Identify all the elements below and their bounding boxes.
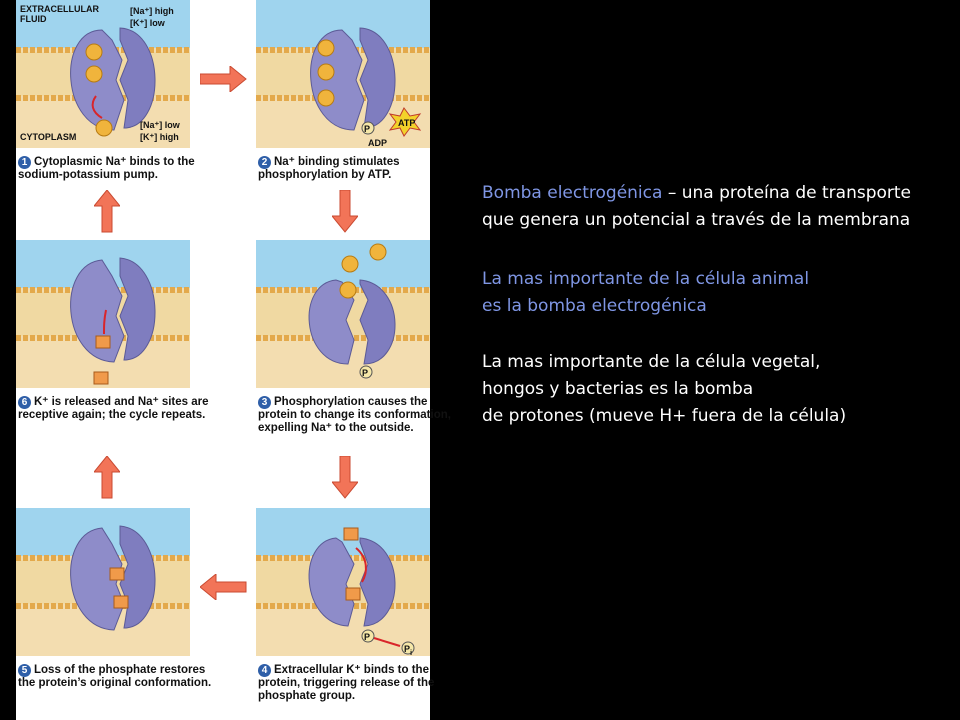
plant-cell-note <box>482 349 942 430</box>
adp-label: ADP <box>368 138 388 148</box>
panel-3-graphic <box>256 240 430 388</box>
panel-5-graphic <box>16 508 190 656</box>
step-6-caption <box>18 396 214 422</box>
panel-step-6 <box>16 240 190 388</box>
na-low-label: [Na⁺] low <box>140 120 180 130</box>
panel-step-1 <box>16 0 190 148</box>
step-1-caption <box>18 156 214 182</box>
plant-cell-line-3: de protones (mueve H+ fuera de la célula) <box>482 406 847 426</box>
electrogenic-pump-term: Bomba electrogénica <box>482 183 663 203</box>
panel-step-5 <box>16 508 190 656</box>
pi-main: P <box>404 644 411 654</box>
extracellular-label: EXTRACELLULAR <box>20 4 99 14</box>
panel-4-graphic <box>256 508 430 656</box>
k-high-label: [K⁺] high <box>140 132 179 142</box>
step-4-number: 4 <box>258 664 271 677</box>
phosphate-p-label-3: P <box>362 368 369 378</box>
panel-step-2 <box>256 0 430 148</box>
arrow-4-to-5 <box>200 574 248 600</box>
step-5-caption <box>18 664 214 690</box>
animal-cell-line-1: La mas importante de la célula animal <box>482 269 810 289</box>
phosphate-p-label-4: P <box>364 632 371 642</box>
arrow-6-to-1 <box>94 190 120 234</box>
step-5-number: 5 <box>18 664 31 677</box>
step-3-caption <box>258 396 454 435</box>
step-6-text: K⁺ is released and Na⁺ sites are receptive again; the cycle repeats. <box>18 396 209 421</box>
animal-cell-line-2: es la bomba electrogénica <box>482 296 707 316</box>
panel-step-3 <box>256 240 430 388</box>
animal-cell-note <box>482 266 942 320</box>
step-2-text: Na⁺ binding stimulates phosphorylation by ATP. <box>258 156 400 181</box>
arrow-3-to-4 <box>332 456 358 500</box>
fluid-label: FLUID <box>20 14 47 24</box>
step-4-caption <box>258 664 454 703</box>
step-6-number: 6 <box>18 396 31 409</box>
plant-cell-line-2: hongos y bacterias es la bomba <box>482 379 754 399</box>
slide-text <box>482 180 942 430</box>
arrow-5-to-6 <box>94 456 120 500</box>
pi-label <box>404 644 412 656</box>
plant-cell-line-1: La mas importante de la célula vegetal, <box>482 352 821 372</box>
electrogenic-pump-description: – una proteína de transporte que genera un potencial a través de la membrana <box>482 183 912 230</box>
step-1-number: 1 <box>18 156 31 169</box>
step-1-text: Cytoplasmic Na⁺ binds to the sodium-potassium pump. <box>18 156 195 181</box>
na-high-label: [Na⁺] high <box>130 6 174 16</box>
step-3-number: 3 <box>258 396 271 409</box>
phosphate-p-label: P <box>364 124 371 134</box>
panel-step-4 <box>256 508 430 656</box>
cytoplasm-label: CYTOPLASM <box>20 132 77 142</box>
k-low-label: [K⁺] low <box>130 18 165 28</box>
electrogenic-pump-definition <box>482 180 942 234</box>
step-3-text: Phosphorylation causes the protein to change its conformation, expelling Na⁺ to the outside. <box>258 396 451 434</box>
sodium-potassium-pump-figure <box>16 0 451 720</box>
step-4-text: Extracellular K⁺ binds to the protein, triggering release of the phosphate group. <box>258 664 435 702</box>
arrow-1-to-2 <box>200 66 248 92</box>
step-2-caption <box>258 156 454 182</box>
atp-label: ATP <box>398 118 416 128</box>
step-5-text: Loss of the phosphate restores the protein’s original conformation. <box>18 664 212 689</box>
arrow-2-to-3 <box>332 190 358 234</box>
panel-6-graphic <box>16 240 190 388</box>
pi-sub: i <box>410 647 413 656</box>
step-2-number: 2 <box>258 156 271 169</box>
